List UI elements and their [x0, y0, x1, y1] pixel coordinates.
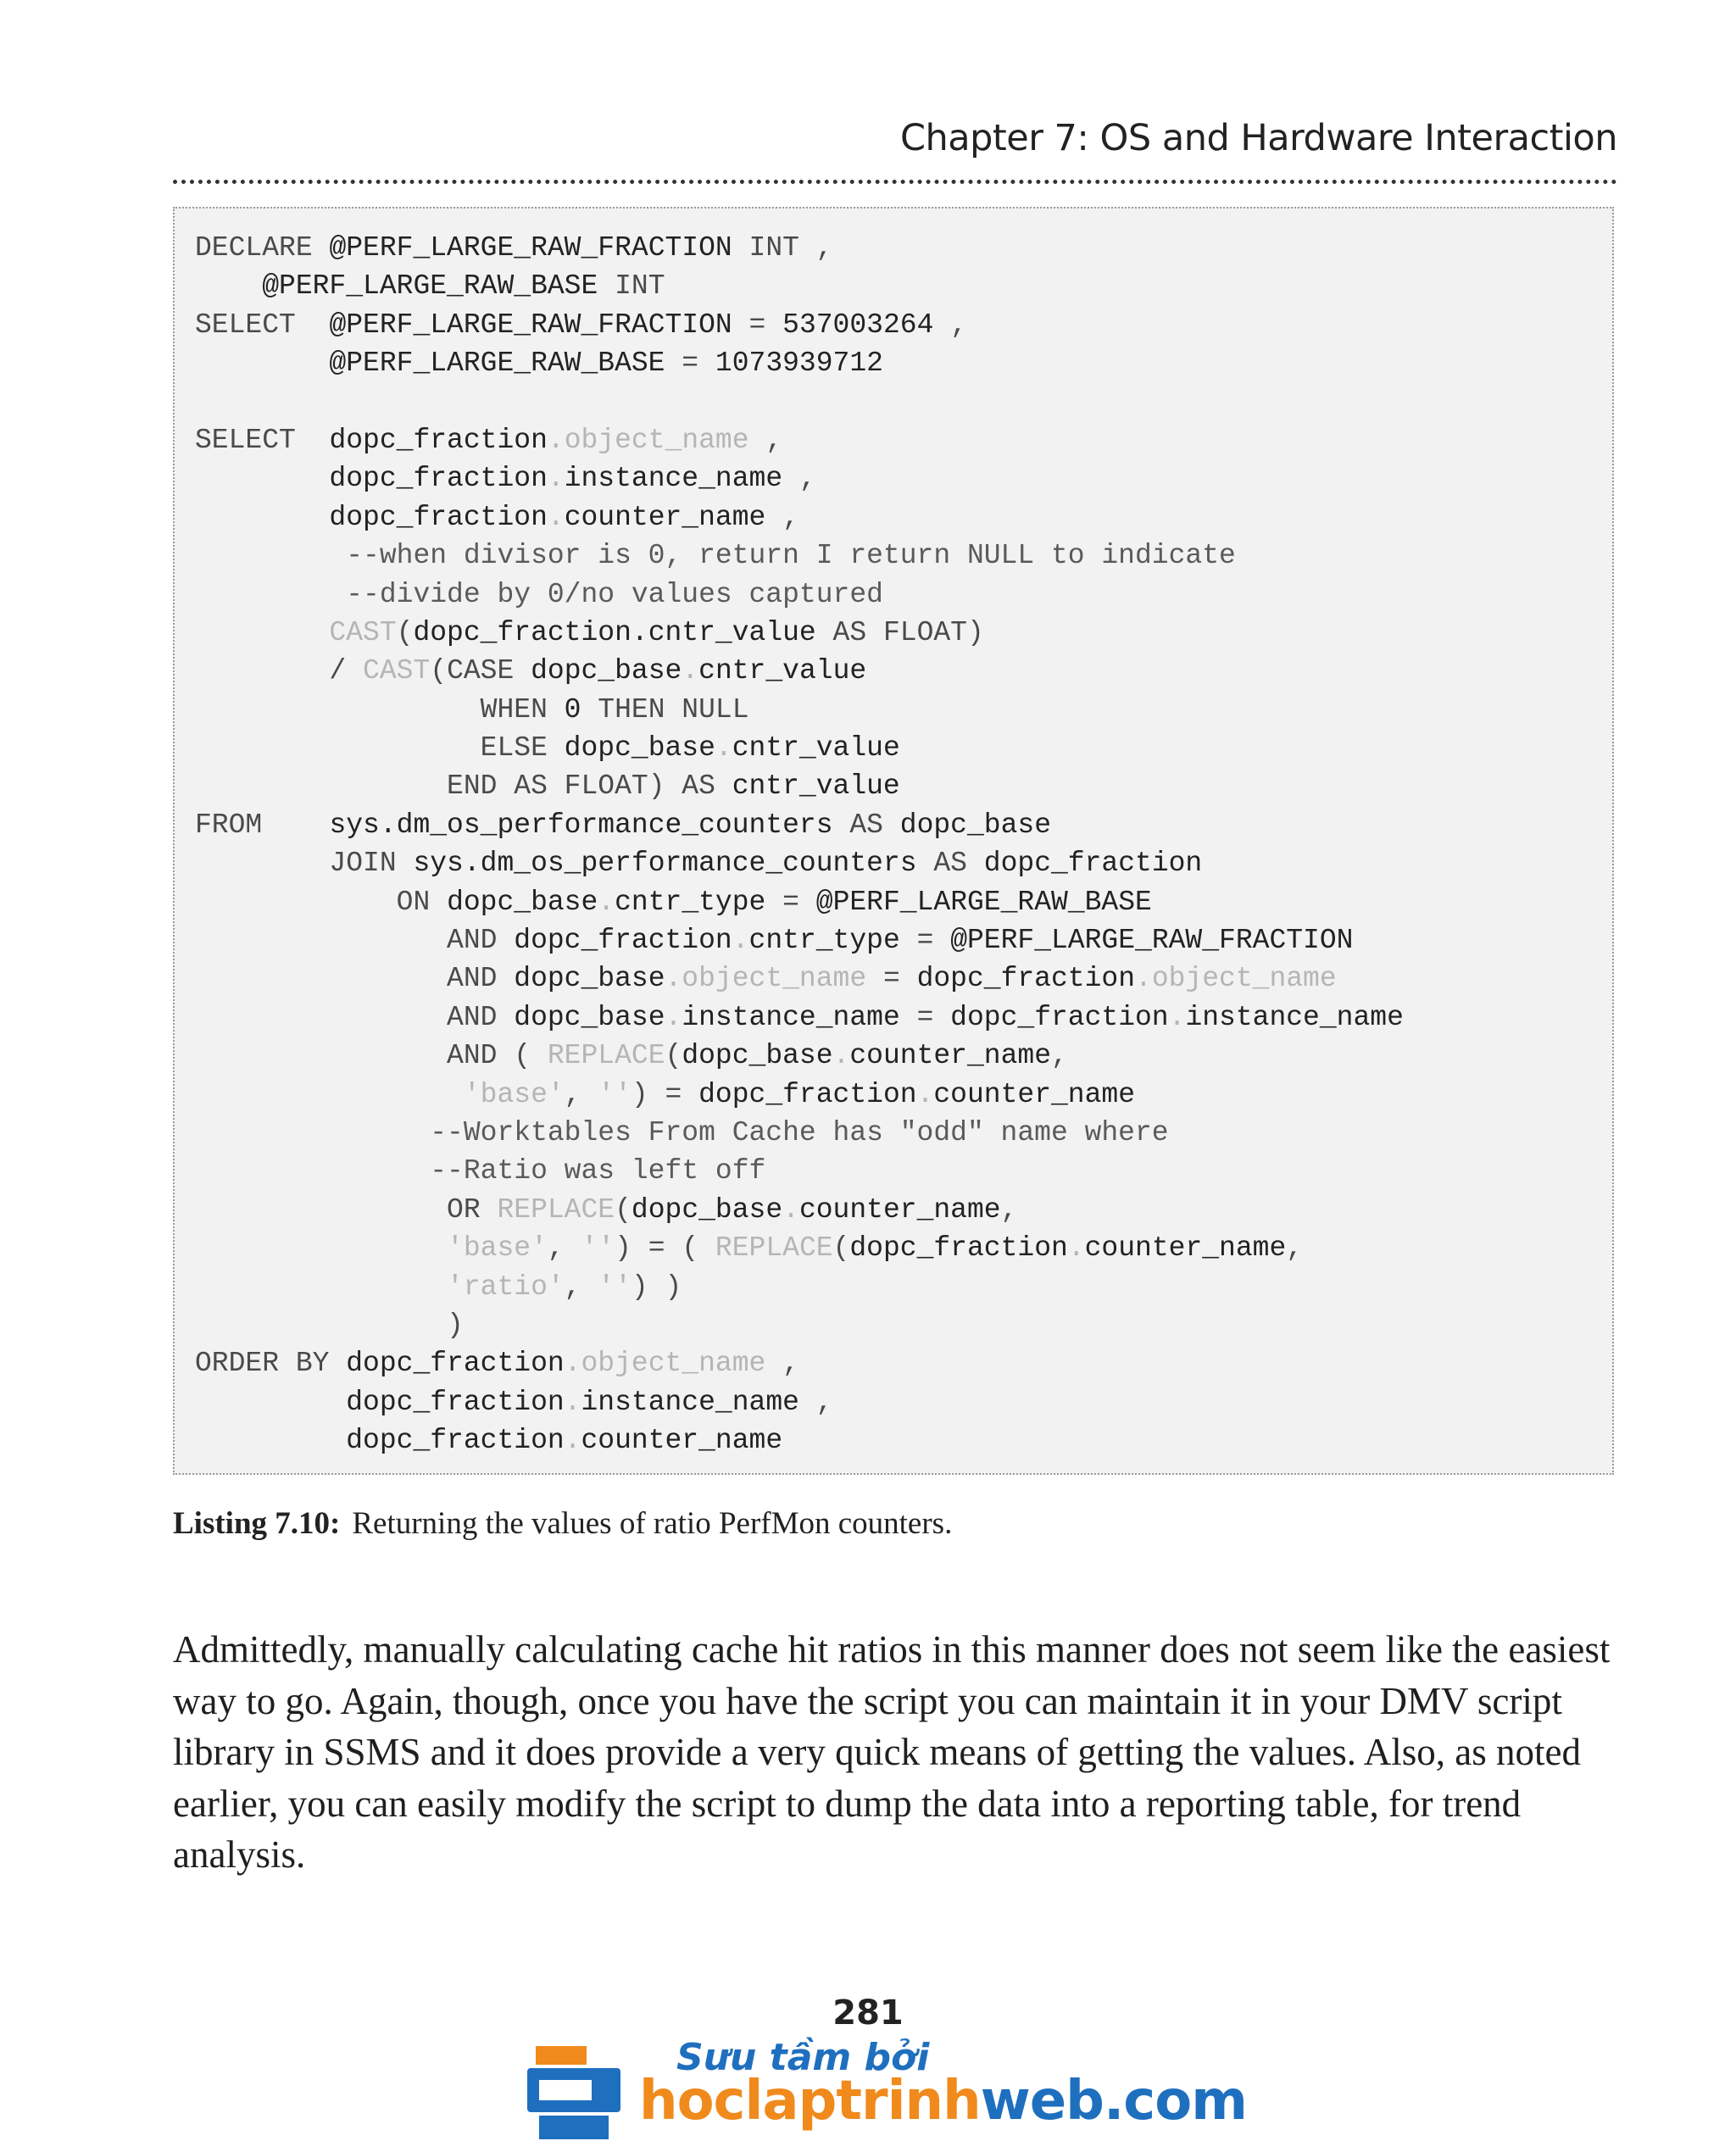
- code-line: [195, 1306, 1404, 1344]
- code-token: REPLACE: [547, 1040, 665, 1072]
- code-token: ELSE: [195, 732, 565, 765]
- code-token: ,: [950, 309, 967, 341]
- code-token: counter_name: [1084, 1232, 1287, 1265]
- code-token: dopc_base: [682, 1040, 833, 1072]
- code-token: @PERF_LARGE_RAW_FRACTION: [950, 925, 1354, 957]
- code-token: dopc_fraction: [195, 501, 548, 533]
- code-line: [195, 1114, 1404, 1152]
- code-line: [195, 1383, 1404, 1421]
- code-token: '': [581, 1232, 615, 1265]
- caption-label: Listing 7.10:: [173, 1506, 341, 1541]
- printer-logo-icon: [527, 2046, 620, 2141]
- code-token: instance_name: [1185, 1001, 1404, 1033]
- code-line: [195, 844, 1404, 882]
- code-token: --divide by 0/no values captured: [195, 578, 883, 610]
- code-token: (: [665, 1040, 682, 1072]
- code-token: (: [396, 616, 414, 648]
- code-token: .: [564, 1386, 581, 1418]
- code-token: ) = (: [615, 1232, 715, 1265]
- code-token: =: [748, 309, 783, 341]
- code-line: [195, 306, 1404, 344]
- code-line: [195, 498, 1404, 537]
- code-token: =: [782, 886, 816, 918]
- code-token: AND: [195, 925, 515, 957]
- code-token: THEN NULL: [598, 693, 749, 726]
- code-token: ,: [564, 1271, 598, 1303]
- code-token: OR: [195, 1193, 498, 1226]
- code-token: instance_name: [564, 463, 799, 495]
- watermark-site-part1: hoclaptrinh: [639, 2070, 981, 2133]
- code-token: .: [547, 501, 565, 533]
- code-token: .object_name: [564, 1348, 766, 1380]
- code-token: 1073939712: [715, 348, 883, 380]
- code-token: ,: [765, 1348, 799, 1380]
- code-token: '': [598, 1271, 632, 1303]
- code-token: @PERF_LARGE_RAW_BASE: [815, 886, 1152, 918]
- code-token: .: [715, 732, 732, 765]
- running-header: [173, 115, 1617, 184]
- code-token: REPLACE: [715, 1232, 833, 1265]
- code-token: .: [564, 1425, 581, 1457]
- code-token: DECLARE: [195, 232, 330, 264]
- code-token: @PERF_LARGE_RAW_BASE: [195, 270, 615, 303]
- code-token: .: [832, 1040, 850, 1072]
- code-token: .: [782, 1193, 799, 1226]
- code-token: dopc_base: [899, 809, 1051, 841]
- code-token: ,: [782, 501, 799, 533]
- code-line: [195, 1152, 1404, 1190]
- code-token: AND (: [195, 1040, 548, 1072]
- code-token: .object_name: [1135, 963, 1337, 995]
- code-token: ,: [1286, 1232, 1304, 1265]
- code-token: ) ): [631, 1271, 682, 1303]
- code-line: [195, 998, 1404, 1037]
- code-token: dopc_fraction: [950, 1001, 1169, 1033]
- code-token: .: [732, 925, 749, 957]
- code-token: (: [615, 1193, 632, 1226]
- code-token: END AS FLOAT) AS: [195, 770, 732, 803]
- code-token: AS: [849, 809, 900, 841]
- code-token: cntr_value: [732, 732, 900, 765]
- code-line: [195, 1191, 1404, 1229]
- code-line: [195, 806, 1404, 844]
- code-line: [195, 383, 1404, 421]
- code-token: .object_name: [665, 963, 883, 995]
- code-token: =: [682, 348, 715, 380]
- code-token: .: [1168, 1001, 1186, 1033]
- watermark-site-part2: web.com: [980, 2070, 1247, 2133]
- code-token: counter_name: [849, 1040, 1051, 1072]
- code-token: dopc_fraction: [698, 1078, 917, 1110]
- code-token: WHEN: [195, 693, 565, 726]
- code-token: dopc_fraction: [195, 1425, 565, 1457]
- code-line: [195, 652, 1404, 690]
- watermark-tagline: Sưu tầm bởi: [676, 2036, 930, 2079]
- code-token: dopc_fraction: [329, 424, 548, 456]
- code-token: ,: [815, 1386, 833, 1418]
- code-token: dopc_base: [447, 886, 598, 918]
- code-token: ON: [195, 886, 448, 918]
- code-token: ,: [1000, 1193, 1018, 1226]
- caption-text: Returning the values of ratio PerfMon counters.: [352, 1506, 953, 1541]
- code-token: 0: [564, 693, 598, 726]
- code-token: CAST: [195, 616, 397, 648]
- code-token: cntr_value: [698, 655, 867, 687]
- code-token: --when divisor is 0, return I return NULL to indicate: [195, 540, 1236, 572]
- code-token: ,: [798, 463, 816, 495]
- code-token: AS: [933, 848, 984, 880]
- code-listing: [173, 207, 1614, 1475]
- code-token: counter_name: [933, 1078, 1136, 1110]
- code-token: counter_name: [798, 1193, 1001, 1226]
- code-token: cntr_type: [748, 925, 917, 957]
- code-token: @PERF_LARGE_RAW_BASE: [195, 348, 682, 380]
- code-token: INT: [615, 270, 665, 303]
- code-token: SELECT: [195, 424, 330, 456]
- code-token: dopc_fraction: [346, 1348, 565, 1380]
- code-token: .: [916, 1078, 934, 1110]
- code-token: FROM: [195, 809, 330, 841]
- code-token: ,: [748, 424, 783, 456]
- watermark: [527, 2036, 1247, 2141]
- code-line: [195, 1421, 1404, 1460]
- chapter-title: Chapter 7: OS and Hardware Interaction: [899, 117, 1617, 159]
- code-token: =: [916, 925, 951, 957]
- code-token: counter_name: [581, 1425, 783, 1457]
- code-line: [195, 459, 1404, 498]
- code-token: dopc_base: [564, 732, 715, 765]
- code-token: sys.dm_os_performance_counters: [413, 848, 934, 880]
- code-token: counter_name: [564, 501, 783, 533]
- code-token: instance_name: [682, 1001, 917, 1033]
- code-token: JOIN: [195, 848, 414, 880]
- code-line: [195, 729, 1404, 767]
- code-token: AS FLOAT): [832, 616, 984, 648]
- code-token: ,: [547, 1232, 581, 1265]
- code-token: (CASE: [430, 655, 531, 687]
- code-token: dopc_base: [631, 1193, 783, 1226]
- code-token: dopc_base: [514, 1001, 665, 1033]
- code-token: AND: [195, 963, 515, 995]
- code-line: [195, 344, 1404, 382]
- code-token: .object_name: [547, 424, 749, 456]
- code-token: @PERF_LARGE_RAW_FRACTION: [329, 232, 749, 264]
- code-token: dopc_fraction: [983, 848, 1203, 880]
- code-token: cntr_type: [615, 886, 783, 918]
- code-line: [195, 1076, 1404, 1114]
- code-line: [195, 421, 1404, 459]
- code-line: [195, 1229, 1404, 1267]
- code-token: cntr_value: [732, 770, 900, 803]
- code-token: sys.dm_os_performance_counters: [329, 809, 850, 841]
- code-token: dopc_base: [531, 655, 682, 687]
- code-token: --Worktables From Cache has "odd" name where: [195, 1116, 1169, 1148]
- code-line: [195, 767, 1404, 805]
- code-line: [195, 1344, 1404, 1382]
- body-paragraph: Admittedly, manually calculating cache hit ratios in this manner does not seem like the easiest way to go. Again, though, once you have the script you can maintain it in your DMV script library in SSMS and it does provide a very quick means of getting the values. Also, as noted earlier, you can easily modify the script to dump the data into a reporting table, for trend analysis.: [173, 1628, 1611, 1876]
- code-token: ORDER BY: [195, 1348, 347, 1380]
- code-token: (: [832, 1232, 850, 1265]
- code-token: ): [195, 1309, 464, 1341]
- code-token: dopc_fraction: [849, 1232, 1068, 1265]
- code-line: [195, 921, 1404, 959]
- code-token: '': [598, 1078, 632, 1110]
- code-line: [195, 1268, 1404, 1306]
- code-token: @PERF_LARGE_RAW_FRACTION: [329, 309, 749, 341]
- code-line: [195, 959, 1404, 998]
- code-line: [195, 267, 1404, 305]
- code-lines: [195, 229, 1404, 1460]
- code-line: [195, 691, 1404, 729]
- code-token: .: [598, 886, 615, 918]
- code-token: AND: [195, 1001, 515, 1033]
- code-line: [195, 537, 1404, 575]
- code-token: dopc_fraction.cntr_value: [413, 616, 833, 648]
- code-token: dopc_fraction: [195, 1386, 565, 1418]
- code-token: dopc_fraction: [195, 463, 548, 495]
- code-token: CAST: [363, 655, 431, 687]
- page-number: 281: [832, 1994, 904, 2033]
- code-token: /: [195, 655, 364, 687]
- code-token: SELECT: [195, 309, 330, 341]
- code-token: REPLACE: [497, 1193, 615, 1226]
- code-token: 'ratio': [195, 1271, 565, 1303]
- code-token: INT ,: [748, 232, 833, 264]
- code-token: .: [682, 655, 699, 687]
- code-token: 537003264: [782, 309, 951, 341]
- code-token: dopc_fraction: [514, 925, 732, 957]
- watermark-site: [639, 2070, 1247, 2133]
- code-token: 'base': [195, 1232, 548, 1265]
- code-token: ,: [564, 1078, 598, 1110]
- code-token: .: [547, 463, 565, 495]
- code-token: =: [916, 1001, 951, 1033]
- code-token: dopc_fraction: [916, 963, 1136, 995]
- code-line: [195, 576, 1404, 614]
- code-token: .: [1067, 1232, 1085, 1265]
- code-token: ,: [1051, 1040, 1068, 1072]
- code-token: ) =: [631, 1078, 699, 1110]
- code-line: [195, 883, 1404, 921]
- code-line: [195, 614, 1404, 652]
- code-line: [195, 229, 1404, 267]
- code-token: 'base': [195, 1078, 565, 1110]
- listing-caption: [173, 1505, 952, 1542]
- code-token: --Ratio was left off: [195, 1155, 766, 1187]
- code-token: =: [882, 963, 917, 995]
- code-token: dopc_base: [514, 963, 665, 995]
- code-token: .: [665, 1001, 682, 1033]
- code-line: [195, 1037, 1404, 1075]
- code-token: instance_name: [581, 1386, 816, 1418]
